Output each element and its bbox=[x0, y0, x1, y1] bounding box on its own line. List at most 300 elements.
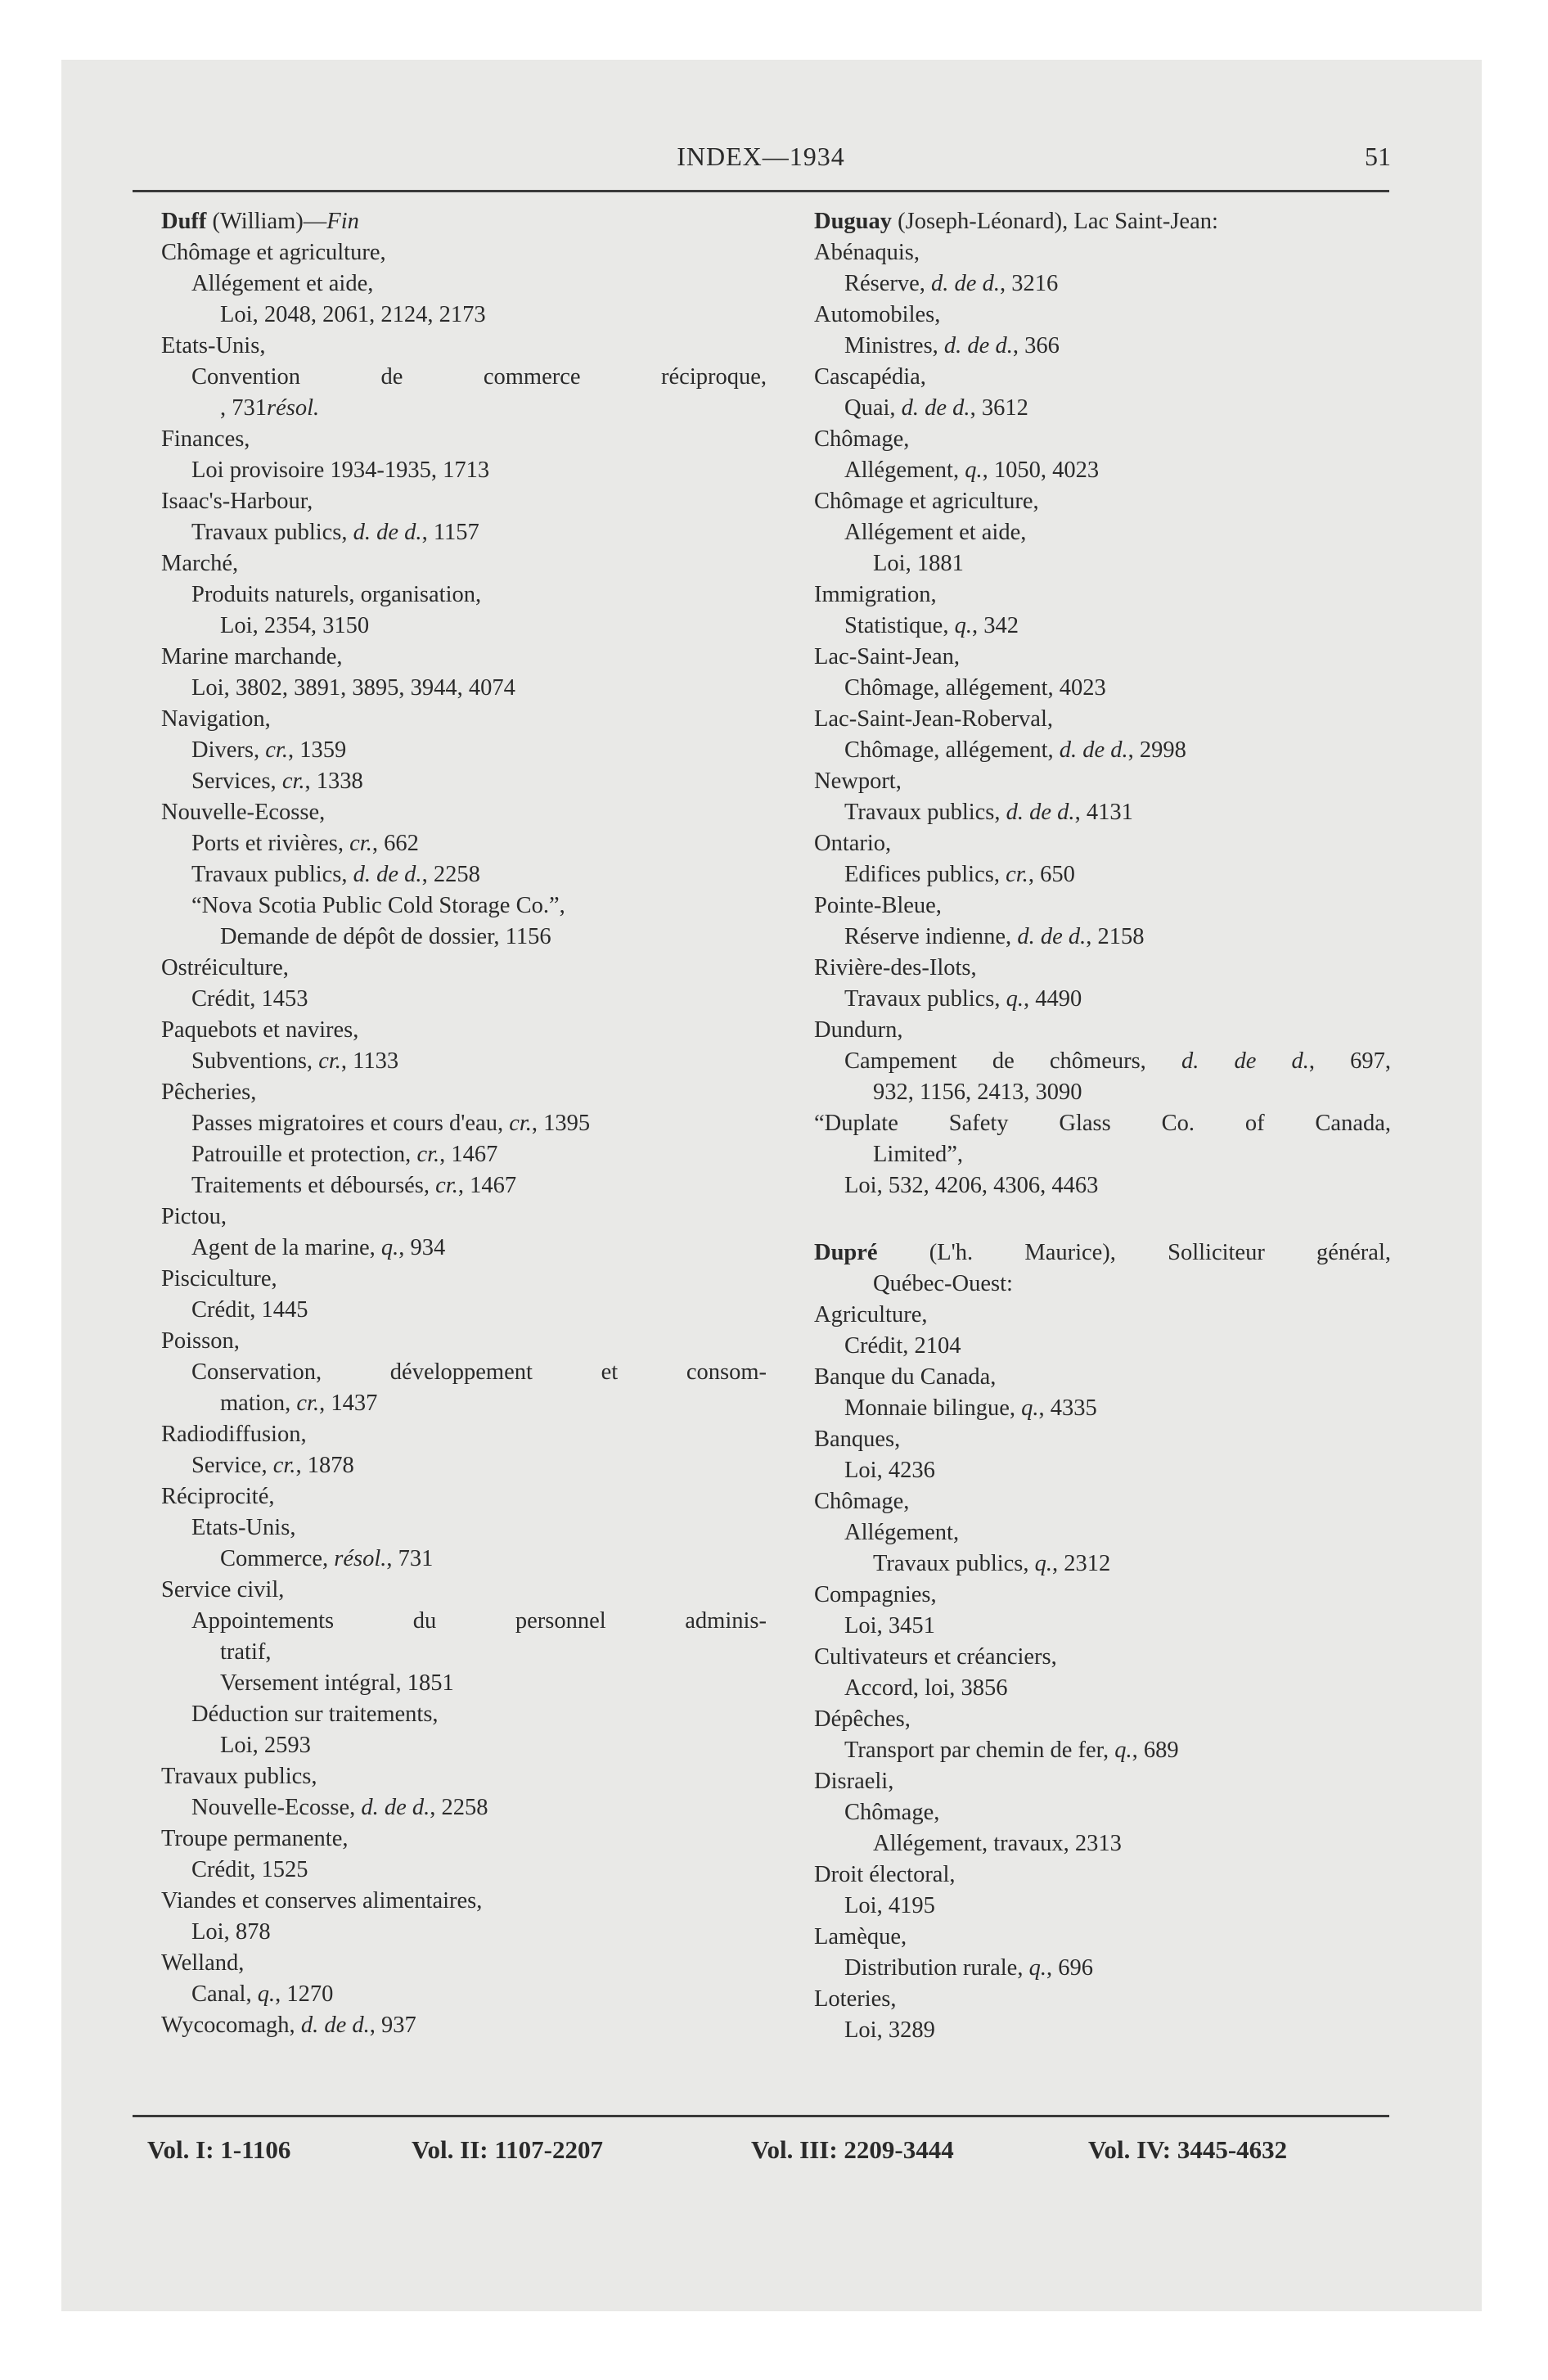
index-subentry bbox=[161, 517, 767, 548]
index-subentry bbox=[814, 1139, 1391, 1170]
entry-text: Versement intégral, 1851 bbox=[220, 1670, 454, 1696]
entry-text: Traitements et déboursés, bbox=[191, 1173, 436, 1198]
entry-text: Welland, bbox=[161, 1950, 245, 1976]
entry-page-refs: , 2258 bbox=[421, 862, 480, 887]
index-subentry bbox=[814, 517, 1391, 548]
entry-text: Wycocomagh, bbox=[161, 2013, 301, 2038]
entry-text: Rivière-des-Ilots, bbox=[814, 955, 977, 980]
index-subentry bbox=[814, 1300, 1391, 1331]
entry-text: Loi, 1881 bbox=[873, 551, 964, 576]
index-subentry bbox=[161, 1170, 767, 1201]
entry-reference-type: q. bbox=[257, 1981, 276, 2007]
index-subentry bbox=[161, 1668, 767, 1699]
entry-text: Produits naturels, organisation, bbox=[191, 582, 482, 607]
page-number: 51 bbox=[1365, 142, 1391, 171]
entry-text: Etats-Unis, bbox=[191, 1515, 296, 1540]
entry-page-refs: , 662 bbox=[371, 831, 419, 856]
index-subentry bbox=[814, 1766, 1391, 1797]
index-heading-entry bbox=[814, 206, 1391, 237]
entry-text: Pictou, bbox=[161, 1204, 227, 1229]
index-subentry bbox=[814, 1108, 1391, 1139]
index-subentry bbox=[161, 1948, 767, 1979]
entry-reference-type: d. de d. bbox=[943, 333, 1013, 358]
entry-reference-type: d. de d. bbox=[353, 520, 422, 545]
index-subentry bbox=[161, 735, 767, 766]
index-subentry bbox=[814, 797, 1391, 828]
entry-text: Loi, 4236 bbox=[844, 1458, 935, 1483]
entry-reference-type: cr. bbox=[416, 1142, 440, 1167]
index-subentry bbox=[161, 953, 767, 984]
index-subentry bbox=[814, 1922, 1391, 1953]
index-subentry bbox=[814, 1797, 1391, 1828]
entry-page-refs: , 1878 bbox=[295, 1453, 354, 1478]
entry-text: Compagnies, bbox=[814, 1582, 937, 1607]
entry-page-refs: , 696 bbox=[1046, 1955, 1093, 1981]
entry-text: Agriculture, bbox=[814, 1302, 928, 1327]
entry-text: Isaac's-Harbour, bbox=[161, 489, 313, 514]
index-subentry bbox=[814, 1269, 1391, 1300]
index-subentry bbox=[814, 548, 1391, 579]
index-subentry bbox=[161, 362, 767, 393]
entry-text: Travaux publics, bbox=[191, 520, 353, 545]
index-subentry bbox=[161, 1450, 767, 1481]
entry-text: Navigation, bbox=[161, 706, 271, 732]
entry-page-refs: , 1467 bbox=[457, 1173, 517, 1198]
index-subentry bbox=[814, 579, 1391, 611]
entry-text: Marine marchande, bbox=[161, 644, 343, 669]
index-subentry bbox=[161, 1139, 767, 1170]
index-subentry bbox=[161, 1108, 767, 1139]
entry-text: Chômage, allégement, 4023 bbox=[844, 675, 1106, 701]
entry-text: (Joseph-Léonard), Lac Saint-Jean: bbox=[892, 209, 1218, 234]
index-subentry bbox=[814, 922, 1391, 953]
entry-text: Loi, 3802, 3891, 3895, 3944, 4074 bbox=[191, 675, 515, 701]
entry-text: Paquebots et navires, bbox=[161, 1017, 359, 1043]
index-subentry bbox=[814, 331, 1391, 362]
entry-reference-type: d. de d. bbox=[300, 2013, 370, 2038]
index-subentry bbox=[161, 1544, 767, 1575]
entry-reference-type: cr. bbox=[318, 1048, 341, 1074]
index-subentry bbox=[814, 2015, 1391, 2046]
entry-text: Automobiles, bbox=[814, 302, 941, 327]
entry-reference-type: q. bbox=[954, 613, 972, 638]
entry-text: Accord, loi, 3856 bbox=[844, 1675, 1008, 1701]
index-subentry bbox=[814, 1517, 1391, 1548]
entry-page-refs: , 2998 bbox=[1127, 737, 1186, 763]
entry-page-refs: , 1338 bbox=[304, 769, 363, 794]
index-subentry bbox=[814, 1984, 1391, 2015]
index-subentry bbox=[814, 268, 1391, 300]
volume-range-1: Vol. I: 1-1106 bbox=[147, 2135, 291, 2164]
index-subentry bbox=[161, 1917, 767, 1948]
entry-text: Nouvelle-Ecosse, bbox=[191, 1795, 362, 1820]
index-subentry bbox=[814, 237, 1391, 268]
index-heading-entry bbox=[161, 206, 767, 237]
entry-page-refs: , 689 bbox=[1132, 1738, 1179, 1763]
index-subentry bbox=[161, 393, 767, 424]
index-subentry bbox=[161, 1326, 767, 1357]
member-name: Dupré bbox=[814, 1240, 878, 1265]
entry-reference-type: cr. bbox=[265, 737, 288, 763]
entry-text: Statistique, bbox=[844, 613, 955, 638]
index-subentry bbox=[161, 1388, 767, 1419]
index-subentry bbox=[814, 1611, 1391, 1642]
index-subentry bbox=[814, 1424, 1391, 1455]
entry-page-refs: , 2258 bbox=[430, 1795, 488, 1820]
entry-reference-type: cr. bbox=[1006, 862, 1028, 887]
entry-text: Abénaquis, bbox=[814, 240, 920, 265]
index-subentry bbox=[814, 673, 1391, 704]
entry-reference-type: d. de d. bbox=[1059, 737, 1128, 763]
entry-text: (William)— bbox=[206, 209, 327, 234]
entry-text: mation, bbox=[220, 1391, 297, 1416]
entry-reference-type: q. bbox=[1006, 986, 1024, 1012]
entry-text: Déduction sur traitements, bbox=[191, 1702, 439, 1727]
entry-text: Allégement et aide, bbox=[191, 271, 374, 296]
entry-text: Services, bbox=[191, 769, 282, 794]
entry-reference-type: q. bbox=[1028, 1955, 1046, 1981]
index-subentry bbox=[161, 1730, 767, 1761]
entry-text: Chômage, bbox=[814, 1489, 910, 1514]
index-subentry bbox=[161, 797, 767, 828]
entry-text: Ports et rivières, bbox=[191, 831, 350, 856]
index-subentry bbox=[814, 1735, 1391, 1766]
entry-text: Quai, bbox=[844, 395, 902, 421]
entry-text: Allégement, bbox=[844, 458, 965, 483]
index-subentry bbox=[814, 1486, 1391, 1517]
entry-text: Demande de dépôt de dossier, 1156 bbox=[220, 924, 551, 949]
index-subentry bbox=[161, 611, 767, 642]
index-subentry bbox=[814, 362, 1391, 393]
entry-page-refs: , 1157 bbox=[421, 520, 479, 545]
entry-text: Subventions, bbox=[191, 1048, 319, 1074]
index-subentry bbox=[814, 611, 1391, 642]
entry-text: Travaux publics, bbox=[844, 986, 1006, 1012]
index-subentry bbox=[161, 1481, 767, 1512]
index-subentry bbox=[161, 424, 767, 455]
index-subentry bbox=[814, 1455, 1391, 1486]
entry-text: Ontario, bbox=[814, 831, 892, 856]
entry-text: Crédit, 1445 bbox=[191, 1297, 308, 1323]
entry-text: Chômage et agriculture, bbox=[814, 489, 1039, 514]
member-name: Duff bbox=[161, 209, 207, 234]
entry-text: Loi, 2593 bbox=[220, 1733, 311, 1758]
entry-text: Loi, 3451 bbox=[844, 1613, 935, 1639]
index-subentry bbox=[814, 455, 1391, 486]
entry-text: Transport par chemin de fer, bbox=[844, 1738, 1115, 1763]
entry-text: Loi, 3289 bbox=[844, 2017, 935, 2043]
index-column-left bbox=[161, 206, 767, 2041]
index-subentry bbox=[814, 953, 1391, 984]
entry-reference-type: cr. bbox=[349, 831, 372, 856]
entry-text: Lamèque, bbox=[814, 1924, 907, 1950]
entry-page-refs: , 366 bbox=[1012, 333, 1060, 358]
entry-page-refs: , 650 bbox=[1028, 862, 1075, 887]
index-subentry bbox=[814, 642, 1391, 673]
entry-text: 932, 1156, 2413, 3090 bbox=[873, 1080, 1082, 1105]
footer-rule bbox=[133, 2115, 1389, 2117]
index-subentry bbox=[814, 859, 1391, 890]
entry-text: Réserve, bbox=[844, 271, 932, 296]
entry-page-refs: , 1133 bbox=[340, 1048, 399, 1074]
index-subentry bbox=[814, 1580, 1391, 1611]
entry-text: Loi provisoire 1934-1935, 1713 bbox=[191, 458, 490, 483]
entry-reference-type: Fin bbox=[326, 209, 359, 234]
entry-text: Etats-Unis, bbox=[161, 333, 266, 358]
index-subentry bbox=[814, 486, 1391, 517]
index-subentry bbox=[161, 300, 767, 331]
entry-page-refs: , 937 bbox=[369, 2013, 416, 2038]
index-subentry bbox=[814, 735, 1391, 766]
entry-reference-type: cr. bbox=[509, 1111, 532, 1136]
entry-text: Crédit, 2104 bbox=[844, 1333, 961, 1359]
index-subentry bbox=[161, 1699, 767, 1730]
header-rule bbox=[133, 190, 1389, 192]
entry-text: Chômage, allégement, bbox=[844, 737, 1060, 763]
entry-text: Réserve indienne, bbox=[844, 924, 1018, 949]
index-subentry bbox=[814, 1891, 1391, 1922]
entry-text: Dundurn, bbox=[814, 1017, 903, 1043]
index-subentry bbox=[161, 1015, 767, 1046]
entry-text: Viandes et conserves alimentaires, bbox=[161, 1888, 483, 1913]
entry-text: Agent de la marine, bbox=[191, 1235, 381, 1260]
index-subentry bbox=[161, 1606, 767, 1637]
index-subentry bbox=[161, 2010, 767, 2041]
entry-text: Troupe permanente, bbox=[161, 1826, 349, 1851]
index-subentry bbox=[161, 828, 767, 859]
entry-reference-type: résol. bbox=[334, 1546, 387, 1571]
entry-text: Campement de chômeurs, bbox=[844, 1048, 1181, 1074]
entry-text: Ostréiculture, bbox=[161, 955, 289, 980]
entry-text: Banque du Canada, bbox=[814, 1364, 997, 1390]
index-subentry bbox=[161, 890, 767, 922]
entry-text: Allégement, travaux, 2313 bbox=[873, 1831, 1122, 1856]
entry-text: Travaux publics, bbox=[873, 1551, 1035, 1576]
entry-text: Marché, bbox=[161, 551, 239, 576]
entry-text: Cascapédia, bbox=[814, 364, 926, 390]
index-subentry bbox=[161, 1761, 767, 1792]
index-subentry bbox=[161, 766, 767, 797]
entry-reference-type: cr. bbox=[281, 769, 305, 794]
entry-text: Service civil, bbox=[161, 1577, 285, 1602]
entry-text: Loi, 532, 4206, 4306, 4463 bbox=[844, 1173, 1099, 1198]
index-heading-entry bbox=[814, 1237, 1391, 1269]
entry-text: Pisciculture, bbox=[161, 1266, 277, 1291]
index-subentry bbox=[814, 1077, 1391, 1108]
index-subentry bbox=[814, 424, 1391, 455]
entry-text: Nouvelle-Ecosse, bbox=[161, 800, 326, 825]
entry-reference-type: cr. bbox=[296, 1391, 320, 1416]
entry-reference-type: cr. bbox=[272, 1453, 296, 1478]
entry-text: Convention de commerce réciproque, bbox=[191, 364, 767, 390]
index-subentry bbox=[814, 766, 1391, 797]
index-subentry bbox=[814, 1170, 1391, 1201]
entry-reference-type: d. de d. bbox=[361, 1795, 430, 1820]
index-subentry bbox=[814, 1642, 1391, 1673]
entry-page-refs: , 4335 bbox=[1038, 1395, 1097, 1421]
entry-page-refs: , 1270 bbox=[275, 1981, 334, 2007]
entry-page-refs: , 342 bbox=[971, 613, 1019, 638]
entry-text: Travaux publics, bbox=[161, 1764, 317, 1789]
index-subentry bbox=[814, 1673, 1391, 1704]
entry-text: Québec-Ouest: bbox=[873, 1271, 1013, 1296]
volume-range-2: Vol. II: 1107-2207 bbox=[412, 2135, 603, 2164]
entry-text: Disraeli, bbox=[814, 1769, 894, 1794]
entry-page-refs: , 1437 bbox=[319, 1391, 378, 1416]
index-subentry bbox=[161, 1855, 767, 1886]
entry-text: Edifices publics, bbox=[844, 862, 1006, 887]
page-title: INDEX—1934 bbox=[677, 142, 845, 171]
entry-page-refs: , 697, bbox=[1308, 1048, 1391, 1074]
entry-text: Distribution rurale, bbox=[844, 1955, 1029, 1981]
entry-text: Loi, 2048, 2061, 2124, 2173 bbox=[220, 302, 486, 327]
entry-reference-type: q. bbox=[1021, 1395, 1039, 1421]
entry-text: Pêcheries, bbox=[161, 1080, 257, 1105]
entry-reference-type: d. de d. bbox=[1006, 800, 1075, 825]
index-subentry bbox=[161, 1201, 767, 1233]
entry-text: Travaux publics, bbox=[191, 862, 353, 887]
index-subentry bbox=[814, 1859, 1391, 1891]
index-subentry bbox=[161, 1575, 767, 1606]
entry-reference-type: q. bbox=[965, 458, 983, 483]
member-name: Duguay bbox=[814, 209, 893, 234]
index-subentry bbox=[814, 984, 1391, 1015]
entry-text: Pointe-Bleue, bbox=[814, 893, 942, 918]
index-subentry bbox=[161, 1792, 767, 1823]
entry-text: Banques, bbox=[814, 1427, 901, 1452]
entry-text: Lac-Saint-Jean, bbox=[814, 644, 961, 669]
entry-text: Canal, bbox=[191, 1981, 258, 2007]
entry-reference-type: d. de d. bbox=[901, 395, 970, 421]
entry-text: Crédit, 1453 bbox=[191, 986, 308, 1012]
index-subentry bbox=[161, 922, 767, 953]
entry-page-refs: , 1359 bbox=[287, 737, 347, 763]
index-subentry bbox=[161, 455, 767, 486]
entry-text: Loi, 4195 bbox=[844, 1893, 935, 1918]
entry-text: “Nova Scotia Public Cold Storage Co.”, bbox=[191, 893, 565, 918]
entry-text: Loi, 878 bbox=[191, 1919, 271, 1945]
entry-reference-type: d. de d. bbox=[931, 271, 1000, 296]
index-subentry bbox=[161, 1512, 767, 1544]
index-subentry bbox=[814, 1548, 1391, 1580]
entry-text: Ministres, bbox=[844, 333, 944, 358]
entry-reference-type: d. de d. bbox=[1017, 924, 1087, 949]
entry-text: Radiodiffusion, bbox=[161, 1422, 307, 1447]
index-subentry bbox=[814, 1331, 1391, 1362]
entry-reference-type: q. bbox=[1034, 1551, 1053, 1576]
entry-text: Droit électoral, bbox=[814, 1862, 956, 1887]
index-subentry bbox=[161, 331, 767, 362]
index-subentry bbox=[814, 1953, 1391, 1984]
index-subentry bbox=[814, 1362, 1391, 1393]
index-subentry bbox=[161, 1979, 767, 2010]
index-subentry bbox=[161, 642, 767, 673]
index-subentry bbox=[161, 1233, 767, 1264]
entry-text: Chômage, bbox=[814, 426, 910, 452]
entry-page-refs: , 3216 bbox=[999, 271, 1059, 296]
entry-page-refs: , 3612 bbox=[970, 395, 1028, 421]
index-subentry bbox=[161, 1046, 767, 1077]
index-subentry bbox=[814, 393, 1391, 424]
entry-text: Allégement et aide, bbox=[844, 520, 1027, 545]
entry-reference-type: cr. bbox=[435, 1173, 458, 1198]
entry-reference-type: q. bbox=[1114, 1738, 1132, 1763]
entry-reference-type: d. de d. bbox=[353, 862, 422, 887]
entry-text: Loteries, bbox=[814, 1986, 897, 2012]
index-subentry bbox=[814, 828, 1391, 859]
index-subentry bbox=[161, 704, 767, 735]
entry-page-refs: , 731 bbox=[386, 1546, 434, 1571]
entry-text: Lac-Saint-Jean-Roberval, bbox=[814, 706, 1053, 732]
index-subentry bbox=[814, 1393, 1391, 1424]
index-subentry bbox=[161, 548, 767, 579]
entry-text: Commerce, bbox=[220, 1546, 335, 1571]
entry-text: Newport, bbox=[814, 769, 902, 794]
entry-text: Service, bbox=[191, 1453, 273, 1478]
index-subentry bbox=[161, 1823, 767, 1855]
index-subentry bbox=[814, 890, 1391, 922]
entry-text: Patrouille et protection, bbox=[191, 1142, 417, 1167]
page-header bbox=[131, 135, 1391, 176]
index-subentry bbox=[161, 1295, 767, 1326]
index-subentry bbox=[161, 1419, 767, 1450]
index-subentry bbox=[814, 1015, 1391, 1046]
index-subentry bbox=[161, 1357, 767, 1388]
entry-page-refs: , 2158 bbox=[1086, 924, 1145, 949]
index-subentry bbox=[814, 300, 1391, 331]
volume-footer bbox=[147, 2132, 1375, 2173]
entry-text: Divers, bbox=[191, 737, 266, 763]
entry-text: Crédit, 1525 bbox=[191, 1857, 308, 1882]
entry-reference-type: q. bbox=[380, 1235, 399, 1260]
entry-text: Cultivateurs et créanciers, bbox=[814, 1644, 1057, 1670]
entry-gap bbox=[814, 1201, 1391, 1237]
index-column-right bbox=[814, 206, 1391, 2046]
volume-range-3: Vol. III: 2209-3444 bbox=[751, 2135, 954, 2164]
entry-text: Loi, 2354, 3150 bbox=[220, 613, 370, 638]
entry-text: , 731 bbox=[220, 395, 267, 421]
entry-text: Limited”, bbox=[873, 1142, 964, 1167]
index-subentry bbox=[161, 859, 767, 890]
index-subentry bbox=[814, 704, 1391, 735]
index-subentry bbox=[161, 984, 767, 1015]
index-subentry bbox=[161, 1077, 767, 1108]
index-subentry bbox=[814, 1828, 1391, 1859]
volume-range-4: Vol. IV: 3445-4632 bbox=[1088, 2135, 1288, 2164]
index-subentry bbox=[161, 1264, 767, 1295]
entry-page-refs: , 4131 bbox=[1074, 800, 1133, 825]
entry-text: Chômage et agriculture, bbox=[161, 240, 386, 265]
entry-text: Conservation, développement et consom- bbox=[191, 1359, 767, 1385]
entry-page-refs: , 934 bbox=[398, 1235, 446, 1260]
entry-text: Passes migratoires et cours d'eau, bbox=[191, 1111, 510, 1136]
index-subentry bbox=[814, 1046, 1391, 1077]
entry-text: Travaux publics, bbox=[844, 800, 1006, 825]
entry-page-refs: , 1395 bbox=[531, 1111, 591, 1136]
entry-text: Réciprocité, bbox=[161, 1484, 275, 1509]
index-subentry bbox=[161, 673, 767, 704]
index-subentry bbox=[161, 237, 767, 268]
entry-text: Allégement, bbox=[844, 1520, 960, 1545]
entry-page-refs: , 1467 bbox=[439, 1142, 498, 1167]
entry-page-refs: , 1050, 4023 bbox=[982, 458, 1100, 483]
entry-text: “Duplate Safety Glass Co. of Canada, bbox=[814, 1111, 1391, 1136]
index-subentry bbox=[814, 1704, 1391, 1735]
entry-reference-type: résol. bbox=[267, 395, 320, 421]
entry-text: Finances, bbox=[161, 426, 250, 452]
index-subentry bbox=[161, 268, 767, 300]
index-subentry bbox=[161, 1637, 767, 1668]
